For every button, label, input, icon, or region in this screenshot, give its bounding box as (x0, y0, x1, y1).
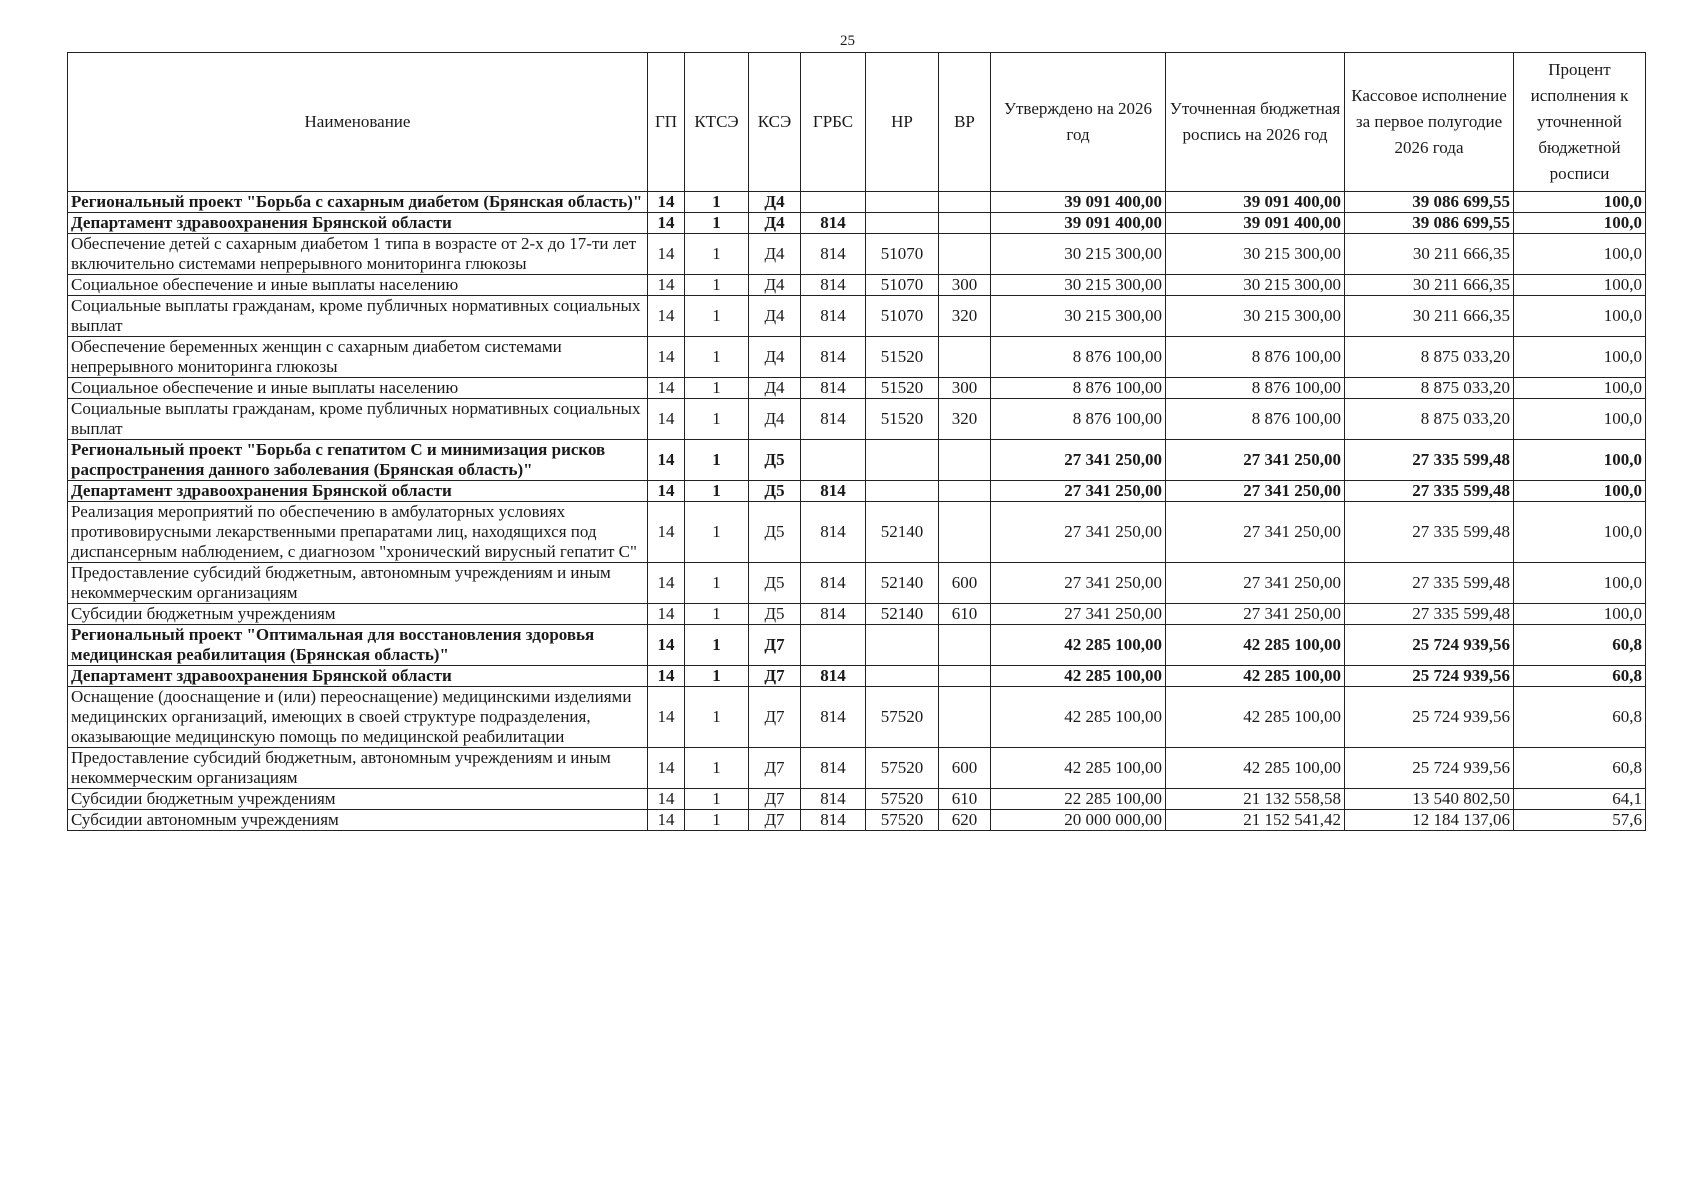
cell-gp: 14 (648, 337, 685, 378)
cell-kse: Д7 (749, 748, 801, 789)
cell-cash: 39 086 699,55 (1345, 213, 1514, 234)
cell-gp: 14 (648, 378, 685, 399)
cell-percent: 100,0 (1514, 337, 1646, 378)
page-number: 25 (840, 33, 855, 49)
cell-gp: 14 (648, 502, 685, 563)
cell-cash: 27 335 599,48 (1345, 440, 1514, 481)
cell-nr (866, 481, 939, 502)
table-row (68, 213, 1646, 234)
cell-nr: 52140 (866, 502, 939, 563)
cell-approved: 8 876 100,00 (991, 337, 1166, 378)
cell-vr (939, 192, 991, 213)
cell-gp: 14 (648, 810, 685, 831)
cell-name: Субсидии автономным учреждениям (68, 810, 648, 831)
table-header-row (68, 53, 1646, 192)
cell-nr: 52140 (866, 604, 939, 625)
cell-grbs (801, 625, 866, 666)
cell-grbs: 814 (801, 275, 866, 296)
cell-percent: 100,0 (1514, 213, 1646, 234)
table-row (68, 481, 1646, 502)
cell-cash: 30 211 666,35 (1345, 296, 1514, 337)
cell-ktse: 1 (685, 213, 749, 234)
cell-grbs: 814 (801, 604, 866, 625)
cell-ktse: 1 (685, 789, 749, 810)
cell-grbs: 814 (801, 748, 866, 789)
cell-grbs: 814 (801, 666, 866, 687)
cell-nr (866, 440, 939, 481)
cell-grbs: 814 (801, 234, 866, 275)
cell-ktse: 1 (685, 666, 749, 687)
cell-approved: 27 341 250,00 (991, 481, 1166, 502)
cell-percent: 100,0 (1514, 563, 1646, 604)
cell-grbs (801, 440, 866, 481)
cell-ktse: 1 (685, 399, 749, 440)
table-row (68, 666, 1646, 687)
cell-refined: 30 215 300,00 (1166, 275, 1345, 296)
cell-nr: 51520 (866, 337, 939, 378)
cell-grbs: 814 (801, 337, 866, 378)
cell-refined: 39 091 400,00 (1166, 213, 1345, 234)
cell-refined: 21 132 558,58 (1166, 789, 1345, 810)
cell-grbs: 814 (801, 296, 866, 337)
cell-cash: 25 724 939,56 (1345, 666, 1514, 687)
cell-approved: 42 285 100,00 (991, 687, 1166, 748)
cell-ktse: 1 (685, 378, 749, 399)
cell-refined: 39 091 400,00 (1166, 192, 1345, 213)
cell-grbs: 814 (801, 563, 866, 604)
table-row (68, 275, 1646, 296)
cell-kse: Д7 (749, 687, 801, 748)
cell-refined: 21 152 541,42 (1166, 810, 1345, 831)
cell-percent: 100,0 (1514, 481, 1646, 502)
cell-name: Региональный проект "Борьба с сахарным диабетом (Брянская область)" (68, 192, 648, 213)
cell-percent: 100,0 (1514, 440, 1646, 481)
cell-cash: 27 335 599,48 (1345, 604, 1514, 625)
cell-ktse: 1 (685, 810, 749, 831)
cell-nr: 51520 (866, 378, 939, 399)
cell-vr: 620 (939, 810, 991, 831)
cell-name: Предоставление субсидий бюджетным, автономным учреждениям и иным некоммерческим организациям (68, 748, 648, 789)
cell-refined: 8 876 100,00 (1166, 399, 1345, 440)
cell-vr: 300 (939, 378, 991, 399)
cell-kse: Д4 (749, 378, 801, 399)
cell-cash: 25 724 939,56 (1345, 625, 1514, 666)
cell-approved: 27 341 250,00 (991, 604, 1166, 625)
cell-name: Обеспечение беременных женщин с сахарным диабетом системами непрерывного мониторинга глюкозы (68, 337, 648, 378)
cell-name: Оснащение (дооснащение и (или) переоснащение) медицинскими изделиями медицинских организаций, имеющих в своей структуре подразделения, оказывающие медицинскую помощь по медицинской реабилитации (68, 687, 648, 748)
cell-percent: 60,8 (1514, 687, 1646, 748)
table-row (68, 399, 1646, 440)
table-row (68, 296, 1646, 337)
table-row (68, 378, 1646, 399)
header-gp: ГП (648, 53, 685, 192)
cell-name: Обеспечение детей с сахарным диабетом 1 типа в возрасте от 2-х до 17-ти лет включительно системами непрерывного мониторинга глюкозы (68, 234, 648, 275)
cell-kse: Д4 (749, 213, 801, 234)
cell-refined: 42 285 100,00 (1166, 687, 1345, 748)
cell-name: Предоставление субсидий бюджетным, автономным учреждениям и иным некоммерческим организациям (68, 563, 648, 604)
cell-cash: 27 335 599,48 (1345, 502, 1514, 563)
table-row (68, 810, 1646, 831)
cell-grbs: 814 (801, 378, 866, 399)
header-cash: Кассовое исполнение за первое полугодие 2026 года (1345, 53, 1514, 192)
cell-gp: 14 (648, 789, 685, 810)
cell-grbs: 814 (801, 810, 866, 831)
cell-refined: 27 341 250,00 (1166, 502, 1345, 563)
cell-nr: 51070 (866, 275, 939, 296)
cell-cash: 30 211 666,35 (1345, 234, 1514, 275)
cell-percent: 57,6 (1514, 810, 1646, 831)
cell-refined: 42 285 100,00 (1166, 625, 1345, 666)
cell-refined: 8 876 100,00 (1166, 378, 1345, 399)
cell-kse: Д7 (749, 789, 801, 810)
cell-percent: 100,0 (1514, 192, 1646, 213)
cell-approved: 39 091 400,00 (991, 213, 1166, 234)
cell-ktse: 1 (685, 234, 749, 275)
cell-nr (866, 666, 939, 687)
cell-gp: 14 (648, 275, 685, 296)
cell-vr: 610 (939, 604, 991, 625)
cell-nr: 57520 (866, 687, 939, 748)
cell-cash: 8 875 033,20 (1345, 399, 1514, 440)
cell-refined: 27 341 250,00 (1166, 481, 1345, 502)
header-nr: НР (866, 53, 939, 192)
cell-nr: 57520 (866, 789, 939, 810)
cell-kse: Д7 (749, 810, 801, 831)
cell-kse: Д5 (749, 563, 801, 604)
cell-vr: 300 (939, 275, 991, 296)
cell-approved: 27 341 250,00 (991, 563, 1166, 604)
table-body (68, 192, 1646, 831)
cell-nr: 57520 (866, 748, 939, 789)
cell-percent: 100,0 (1514, 604, 1646, 625)
cell-nr: 52140 (866, 563, 939, 604)
cell-vr: 320 (939, 399, 991, 440)
cell-vr (939, 687, 991, 748)
cell-kse: Д4 (749, 234, 801, 275)
cell-cash: 25 724 939,56 (1345, 748, 1514, 789)
table-row (68, 192, 1646, 213)
cell-vr (939, 337, 991, 378)
cell-approved: 27 341 250,00 (991, 502, 1166, 563)
header-ktse: КТСЭ (685, 53, 749, 192)
cell-approved: 20 000 000,00 (991, 810, 1166, 831)
cell-approved: 42 285 100,00 (991, 748, 1166, 789)
cell-approved: 30 215 300,00 (991, 275, 1166, 296)
cell-name: Социальное обеспечение и иные выплаты населению (68, 378, 648, 399)
cell-approved: 22 285 100,00 (991, 789, 1166, 810)
cell-kse: Д7 (749, 625, 801, 666)
cell-cash: 8 875 033,20 (1345, 378, 1514, 399)
cell-approved: 8 876 100,00 (991, 378, 1166, 399)
cell-cash: 12 184 137,06 (1345, 810, 1514, 831)
cell-ktse: 1 (685, 192, 749, 213)
cell-percent: 100,0 (1514, 378, 1646, 399)
cell-nr (866, 625, 939, 666)
cell-cash: 27 335 599,48 (1345, 481, 1514, 502)
cell-gp: 14 (648, 748, 685, 789)
table-row (68, 789, 1646, 810)
cell-approved: 39 091 400,00 (991, 192, 1166, 213)
cell-gp: 14 (648, 666, 685, 687)
cell-vr (939, 625, 991, 666)
cell-kse: Д5 (749, 604, 801, 625)
cell-refined: 27 341 250,00 (1166, 563, 1345, 604)
table-row (68, 563, 1646, 604)
table-row (68, 625, 1646, 666)
cell-vr: 600 (939, 563, 991, 604)
header-grbs: ГРБС (801, 53, 866, 192)
table-row (68, 604, 1646, 625)
cell-nr (866, 192, 939, 213)
cell-approved: 8 876 100,00 (991, 399, 1166, 440)
cell-grbs: 814 (801, 502, 866, 563)
cell-cash: 8 875 033,20 (1345, 337, 1514, 378)
cell-refined: 30 215 300,00 (1166, 296, 1345, 337)
cell-gp: 14 (648, 604, 685, 625)
cell-approved: 42 285 100,00 (991, 666, 1166, 687)
cell-cash: 25 724 939,56 (1345, 687, 1514, 748)
cell-kse: Д5 (749, 440, 801, 481)
cell-name: Региональный проект "Борьба с гепатитом С и минимизация рисков распространения данного заболевания (Брянская область)" (68, 440, 648, 481)
cell-ktse: 1 (685, 481, 749, 502)
cell-percent: 60,8 (1514, 748, 1646, 789)
cell-cash: 13 540 802,50 (1345, 789, 1514, 810)
cell-ktse: 1 (685, 563, 749, 604)
cell-cash: 30 211 666,35 (1345, 275, 1514, 296)
cell-ktse: 1 (685, 748, 749, 789)
cell-nr: 51520 (866, 399, 939, 440)
cell-kse: Д4 (749, 337, 801, 378)
cell-name: Субсидии бюджетным учреждениям (68, 789, 648, 810)
cell-percent: 100,0 (1514, 275, 1646, 296)
cell-grbs: 814 (801, 213, 866, 234)
table-row (68, 337, 1646, 378)
cell-refined: 42 285 100,00 (1166, 748, 1345, 789)
cell-kse: Д5 (749, 502, 801, 563)
cell-name: Социальные выплаты гражданам, кроме публичных нормативных социальных выплат (68, 399, 648, 440)
table-row (68, 687, 1646, 748)
cell-name: Департамент здравоохранения Брянской области (68, 213, 648, 234)
cell-ktse: 1 (685, 687, 749, 748)
cell-approved: 27 341 250,00 (991, 440, 1166, 481)
cell-vr: 610 (939, 789, 991, 810)
cell-name: Реализация мероприятий по обеспечению в амбулаторных условиях противовирусными лекарственными препаратами лиц, находящихся под диспансерным наблюдением, с диагнозом "хронический вирусный гепатит С" (68, 502, 648, 563)
cell-vr: 600 (939, 748, 991, 789)
cell-kse: Д4 (749, 399, 801, 440)
header-refined: Уточненная бюджетная роспись на 2026 год (1166, 53, 1345, 192)
cell-cash: 27 335 599,48 (1345, 563, 1514, 604)
cell-vr (939, 481, 991, 502)
cell-vr (939, 502, 991, 563)
cell-grbs (801, 192, 866, 213)
cell-ktse: 1 (685, 625, 749, 666)
cell-name: Социальные выплаты гражданам, кроме публичных нормативных социальных выплат (68, 296, 648, 337)
cell-name: Департамент здравоохранения Брянской области (68, 666, 648, 687)
cell-gp: 14 (648, 234, 685, 275)
cell-name: Региональный проект "Оптимальная для восстановления здоровья медицинская реабилитация (Брянская область)" (68, 625, 648, 666)
cell-percent: 100,0 (1514, 399, 1646, 440)
cell-kse: Д4 (749, 192, 801, 213)
cell-percent: 60,8 (1514, 625, 1646, 666)
cell-grbs: 814 (801, 687, 866, 748)
cell-gp: 14 (648, 296, 685, 337)
cell-kse: Д4 (749, 296, 801, 337)
cell-name: Департамент здравоохранения Брянской области (68, 481, 648, 502)
cell-refined: 27 341 250,00 (1166, 604, 1345, 625)
cell-ktse: 1 (685, 440, 749, 481)
cell-vr (939, 440, 991, 481)
cell-gp: 14 (648, 399, 685, 440)
cell-grbs: 814 (801, 399, 866, 440)
cell-vr (939, 234, 991, 275)
cell-vr (939, 666, 991, 687)
cell-percent: 64,1 (1514, 789, 1646, 810)
cell-gp: 14 (648, 481, 685, 502)
cell-refined: 27 341 250,00 (1166, 440, 1345, 481)
cell-ktse: 1 (685, 502, 749, 563)
cell-gp: 14 (648, 213, 685, 234)
header-approved: Утверждено на 2026 год (991, 53, 1166, 192)
cell-nr: 51070 (866, 296, 939, 337)
cell-ktse: 1 (685, 296, 749, 337)
cell-kse: Д7 (749, 666, 801, 687)
cell-nr: 57520 (866, 810, 939, 831)
header-kse: КСЭ (749, 53, 801, 192)
cell-nr (866, 213, 939, 234)
cell-percent: 100,0 (1514, 234, 1646, 275)
cell-grbs: 814 (801, 789, 866, 810)
cell-ktse: 1 (685, 604, 749, 625)
cell-percent: 100,0 (1514, 296, 1646, 337)
cell-refined: 42 285 100,00 (1166, 666, 1345, 687)
table-row (68, 502, 1646, 563)
cell-refined: 30 215 300,00 (1166, 234, 1345, 275)
cell-cash: 39 086 699,55 (1345, 192, 1514, 213)
cell-approved: 30 215 300,00 (991, 296, 1166, 337)
budget-execution-table (67, 52, 1646, 831)
cell-name: Социальное обеспечение и иные выплаты населению (68, 275, 648, 296)
cell-nr: 51070 (866, 234, 939, 275)
cell-kse: Д4 (749, 275, 801, 296)
cell-gp: 14 (648, 440, 685, 481)
header-vr: ВР (939, 53, 991, 192)
cell-gp: 14 (648, 625, 685, 666)
cell-approved: 30 215 300,00 (991, 234, 1166, 275)
cell-approved: 42 285 100,00 (991, 625, 1166, 666)
header-name: Наименование (68, 53, 648, 192)
cell-grbs: 814 (801, 481, 866, 502)
cell-ktse: 1 (685, 337, 749, 378)
cell-percent: 100,0 (1514, 502, 1646, 563)
header-percent: Процент исполнения к уточненной бюджетной росписи (1514, 53, 1646, 192)
cell-ktse: 1 (685, 275, 749, 296)
cell-percent: 60,8 (1514, 666, 1646, 687)
table-row (68, 440, 1646, 481)
table-row (68, 748, 1646, 789)
cell-refined: 8 876 100,00 (1166, 337, 1345, 378)
cell-vr (939, 213, 991, 234)
cell-gp: 14 (648, 687, 685, 748)
cell-name: Субсидии бюджетным учреждениям (68, 604, 648, 625)
cell-gp: 14 (648, 192, 685, 213)
table-row (68, 234, 1646, 275)
cell-gp: 14 (648, 563, 685, 604)
cell-vr: 320 (939, 296, 991, 337)
cell-kse: Д5 (749, 481, 801, 502)
